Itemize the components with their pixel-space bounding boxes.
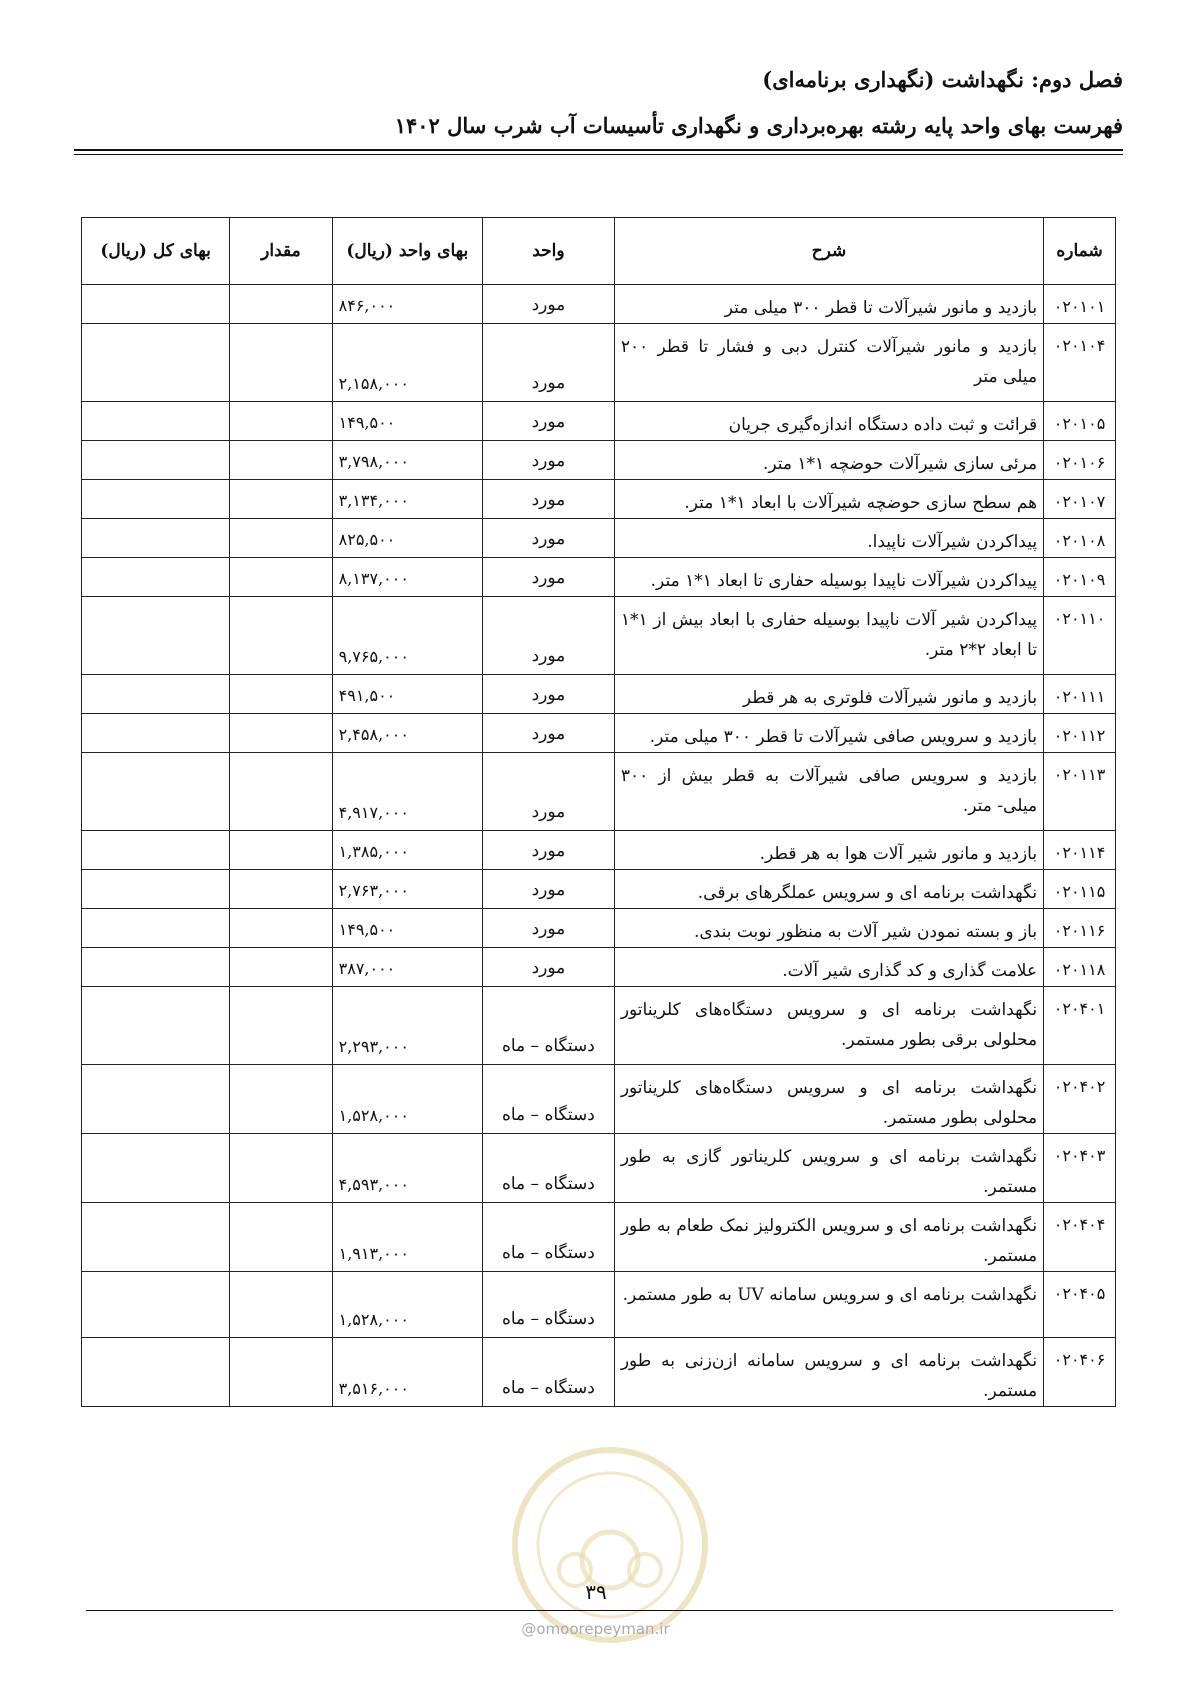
row-unit-price: ۸,۱۳۷,۰۰۰	[332, 558, 482, 597]
row-unit-price: ۸۲۵,۵۰۰	[332, 519, 482, 558]
row-description: بازدید و سرویس صافی شیرآلات تا قطر ۳۰۰ میلی متر.	[614, 714, 1043, 753]
row-code: ۰۲۰۴۰۲	[1044, 1065, 1116, 1134]
page-number: ۳۹	[585, 1580, 607, 1604]
row-description: پیداکردن شیرآلات ناپیدا بوسیله حفاری تا ابعاد ۱*۱ متر.	[614, 558, 1043, 597]
row-total-price	[82, 987, 230, 1065]
row-description: نگهداشت برنامه ای و سرویس عملگرهای برقی.	[614, 870, 1043, 909]
row-quantity	[230, 1203, 332, 1272]
row-unit-price: ۲,۲۹۳,۰۰۰	[332, 987, 482, 1065]
row-total-price	[82, 480, 230, 519]
table-row	[82, 831, 1116, 870]
row-quantity	[230, 558, 332, 597]
table-row	[82, 714, 1116, 753]
row-unit: دستگاه – ماه	[482, 1203, 614, 1272]
row-unit: مورد	[482, 870, 614, 909]
watermark-text: @omoorepeyman.ir	[521, 1620, 670, 1638]
row-description: هم سطح سازی حوضچه شیرآلات با ابعاد ۱*۱ متر.	[614, 480, 1043, 519]
row-description: علامت گذاری و کد گذاری شیر آلات.	[614, 948, 1043, 987]
row-unit: مورد	[482, 285, 614, 324]
row-total-price	[82, 714, 230, 753]
row-total-price	[82, 831, 230, 870]
row-code: ۰۲۰۱۱۵	[1044, 870, 1116, 909]
row-description: بازدید و مانور شیرآلات فلوتری به هر قطر	[614, 675, 1043, 714]
row-unit-price: ۹,۷۶۵,۰۰۰	[332, 597, 482, 675]
row-code: ۰۲۰۴۰۴	[1044, 1203, 1116, 1272]
table-header-row	[82, 218, 1116, 285]
row-description: مرئی سازی شیرآلات حوضچه ۱*۱ متر.	[614, 441, 1043, 480]
row-unit-price: ۱۴۹,۵۰۰	[332, 402, 482, 441]
table-row	[82, 909, 1116, 948]
row-unit-price: ۲,۴۵۸,۰۰۰	[332, 714, 482, 753]
row-quantity	[230, 987, 332, 1065]
row-total-price	[82, 1272, 230, 1338]
table-row	[82, 948, 1116, 987]
row-description: پیداکردن شیر آلات ناپیدا بوسیله حفاری با ابعاد بیش از ۱*۱ تا ابعاد ۲*۲ متر.	[614, 597, 1043, 675]
row-quantity	[230, 909, 332, 948]
row-unit: دستگاه – ماه	[482, 1272, 614, 1338]
table-row	[82, 987, 1116, 1065]
row-code: ۰۲۰۱۰۶	[1044, 441, 1116, 480]
row-unit-price: ۲,۷۶۳,۰۰۰	[332, 870, 482, 909]
row-total-price	[82, 909, 230, 948]
row-total-price	[82, 402, 230, 441]
header-unit: واحد	[482, 218, 614, 285]
row-description: قرائت و ثبت داده دستگاه اندازه‌گیری جریان	[614, 402, 1043, 441]
row-total-price	[82, 675, 230, 714]
table-row	[82, 597, 1116, 675]
row-unit: مورد	[482, 519, 614, 558]
header-description: شرح	[614, 218, 1043, 285]
row-unit-price: ۲,۱۵۸,۰۰۰	[332, 324, 482, 402]
row-unit-price: ۱,۹۱۳,۰۰۰	[332, 1203, 482, 1272]
row-quantity	[230, 1134, 332, 1203]
row-quantity	[230, 402, 332, 441]
row-description: نگهداشت برنامه ای و سرویس دستگاه‌های کلریناتور محلولی برقی بطور مستمر.	[614, 987, 1043, 1065]
row-code: ۰۲۰۴۰۱	[1044, 987, 1116, 1065]
row-quantity	[230, 441, 332, 480]
row-description: نگهداشت برنامه ای و سرویس الکترولیز نمک طعام به طور مستمر.	[614, 1203, 1043, 1272]
row-unit-price: ۳۸۷,۰۰۰	[332, 948, 482, 987]
row-description: پیداکردن شیرآلات ناپیدا.	[614, 519, 1043, 558]
row-unit: مورد	[482, 324, 614, 402]
table-row	[82, 285, 1116, 324]
row-code: ۰۲۰۱۰۸	[1044, 519, 1116, 558]
table-row	[82, 1065, 1116, 1134]
row-total-price	[82, 441, 230, 480]
row-code: ۰۲۰۱۱۶	[1044, 909, 1116, 948]
table-row	[82, 441, 1116, 480]
header-total-price: بهای کل (ریال)	[82, 218, 230, 285]
row-unit-price: ۴,۵۹۳,۰۰۰	[332, 1134, 482, 1203]
row-quantity	[230, 831, 332, 870]
row-total-price	[82, 1203, 230, 1272]
row-unit: مورد	[482, 753, 614, 831]
row-quantity	[230, 597, 332, 675]
row-code: ۰۲۰۱۱۰	[1044, 597, 1116, 675]
row-quantity	[230, 753, 332, 831]
row-quantity	[230, 324, 332, 402]
document-subtitle: فهرست بهای واحد پایه رشته بهره‌برداری و نگهداری تأسیسات آب شرب سال ۱۴۰۲	[394, 113, 1123, 138]
row-unit: دستگاه – ماه	[482, 987, 614, 1065]
row-total-price	[82, 1065, 230, 1134]
row-unit: دستگاه – ماه	[482, 1338, 614, 1407]
header-quantity: مقدار	[230, 218, 332, 285]
table-row	[82, 1134, 1116, 1203]
chapter-title: فصل دوم: نگهداشت (نگهداری برنامه‌ای)	[762, 67, 1123, 92]
row-total-price	[82, 558, 230, 597]
footer-divider	[86, 1610, 1113, 1611]
row-unit-price: ۳,۷۹۸,۰۰۰	[332, 441, 482, 480]
row-code: ۰۲۰۱۰۵	[1044, 402, 1116, 441]
row-total-price	[82, 948, 230, 987]
row-total-price	[82, 597, 230, 675]
row-code: ۰۲۰۱۱۳	[1044, 753, 1116, 831]
row-quantity	[230, 1272, 332, 1338]
row-quantity	[230, 1065, 332, 1134]
row-unit: مورد	[482, 441, 614, 480]
row-description: بازدید و مانور شیرآلات کنترل دبی و فشار تا قطر ۲۰۰ میلی متر	[614, 324, 1043, 402]
row-code: ۰۲۰۱۱۴	[1044, 831, 1116, 870]
row-unit-price: ۱,۳۸۵,۰۰۰	[332, 831, 482, 870]
table-row	[82, 480, 1116, 519]
row-total-price	[82, 519, 230, 558]
header-divider-thick	[74, 149, 1123, 151]
row-quantity	[230, 480, 332, 519]
table-row	[82, 519, 1116, 558]
row-unit-price: ۱۴۹,۵۰۰	[332, 909, 482, 948]
row-code: ۰۲۰۱۰۴	[1044, 324, 1116, 402]
row-code: ۰۲۰۱۱۱	[1044, 675, 1116, 714]
row-code: ۰۲۰۱۰۱	[1044, 285, 1116, 324]
table-row	[82, 675, 1116, 714]
seal-watermark-icon	[505, 1440, 715, 1650]
header-number: شماره	[1044, 218, 1116, 285]
row-code: ۰۲۰۴۰۵	[1044, 1272, 1116, 1338]
table-row	[82, 753, 1116, 831]
table-row	[82, 1338, 1116, 1407]
row-unit-price: ۱,۵۲۸,۰۰۰	[332, 1065, 482, 1134]
row-unit-price: ۴,۹۱۷,۰۰۰	[332, 753, 482, 831]
table-row	[82, 1272, 1116, 1338]
row-quantity	[230, 519, 332, 558]
row-description: نگهداشت برنامه ای و سرویس کلریناتور گازی به طور مستمر.	[614, 1134, 1043, 1203]
row-unit: مورد	[482, 480, 614, 519]
table-row	[82, 1203, 1116, 1272]
row-description: بازدید و مانور شیر آلات هوا به هر قطر.	[614, 831, 1043, 870]
row-description: نگهداشت برنامه ای و سرویس سامانه UV به طور مستمر.	[614, 1272, 1043, 1338]
page-header	[74, 62, 1123, 146]
table-row	[82, 402, 1116, 441]
row-total-price	[82, 753, 230, 831]
row-unit: مورد	[482, 402, 614, 441]
row-unit: دستگاه – ماه	[482, 1065, 614, 1134]
row-unit-price: ۳,۱۳۴,۰۰۰	[332, 480, 482, 519]
row-unit: مورد	[482, 558, 614, 597]
row-unit: مورد	[482, 831, 614, 870]
row-quantity	[230, 870, 332, 909]
row-description: نگهداشت برنامه ای و سرویس دستگاه‌های کلریناتور محلولی بطور مستمر.	[614, 1065, 1043, 1134]
row-code: ۰۲۰۱۱۸	[1044, 948, 1116, 987]
row-quantity	[230, 675, 332, 714]
row-unit-price: ۱,۵۲۸,۰۰۰	[332, 1272, 482, 1338]
row-unit: مورد	[482, 714, 614, 753]
row-code: ۰۲۰۱۰۷	[1044, 480, 1116, 519]
row-description: بازدید و سرویس صافی شیرآلات به قطر بیش از ۳۰۰ میلی- متر.	[614, 753, 1043, 831]
row-description: نگهداشت برنامه ای و سرویس سامانه ازن‌زنی به طور مستمر.	[614, 1338, 1043, 1407]
row-code: ۰۲۰۱۰۹	[1044, 558, 1116, 597]
row-total-price	[82, 870, 230, 909]
table-row	[82, 558, 1116, 597]
row-total-price	[82, 324, 230, 402]
row-unit-price: ۴۹۱,۵۰۰	[332, 675, 482, 714]
row-unit: مورد	[482, 948, 614, 987]
row-total-price	[82, 1134, 230, 1203]
table-row	[82, 324, 1116, 402]
header-unit-price: بهای واحد (ریال)	[332, 218, 482, 285]
table-row	[82, 870, 1116, 909]
row-total-price	[82, 285, 230, 324]
row-code: ۰۲۰۴۰۶	[1044, 1338, 1116, 1407]
price-list-table	[81, 217, 1116, 1407]
row-code: ۰۲۰۴۰۳	[1044, 1134, 1116, 1203]
row-code: ۰۲۰۱۱۲	[1044, 714, 1116, 753]
row-quantity	[230, 1338, 332, 1407]
row-quantity	[230, 948, 332, 987]
row-unit: مورد	[482, 675, 614, 714]
row-unit: مورد	[482, 597, 614, 675]
header-divider-thin	[74, 154, 1123, 155]
row-unit: دستگاه – ماه	[482, 1134, 614, 1203]
row-unit-price: ۳,۵۱۶,۰۰۰	[332, 1338, 482, 1407]
row-description: بازدید و مانور شیرآلات تا قطر ۳۰۰ میلی متر	[614, 285, 1043, 324]
row-unit-price: ۸۴۶,۰۰۰	[332, 285, 482, 324]
row-quantity	[230, 285, 332, 324]
row-description: باز و بسته نمودن شیر آلات به منظور نوبت بندی.	[614, 909, 1043, 948]
row-quantity	[230, 714, 332, 753]
row-total-price	[82, 1338, 230, 1407]
row-unit: مورد	[482, 909, 614, 948]
